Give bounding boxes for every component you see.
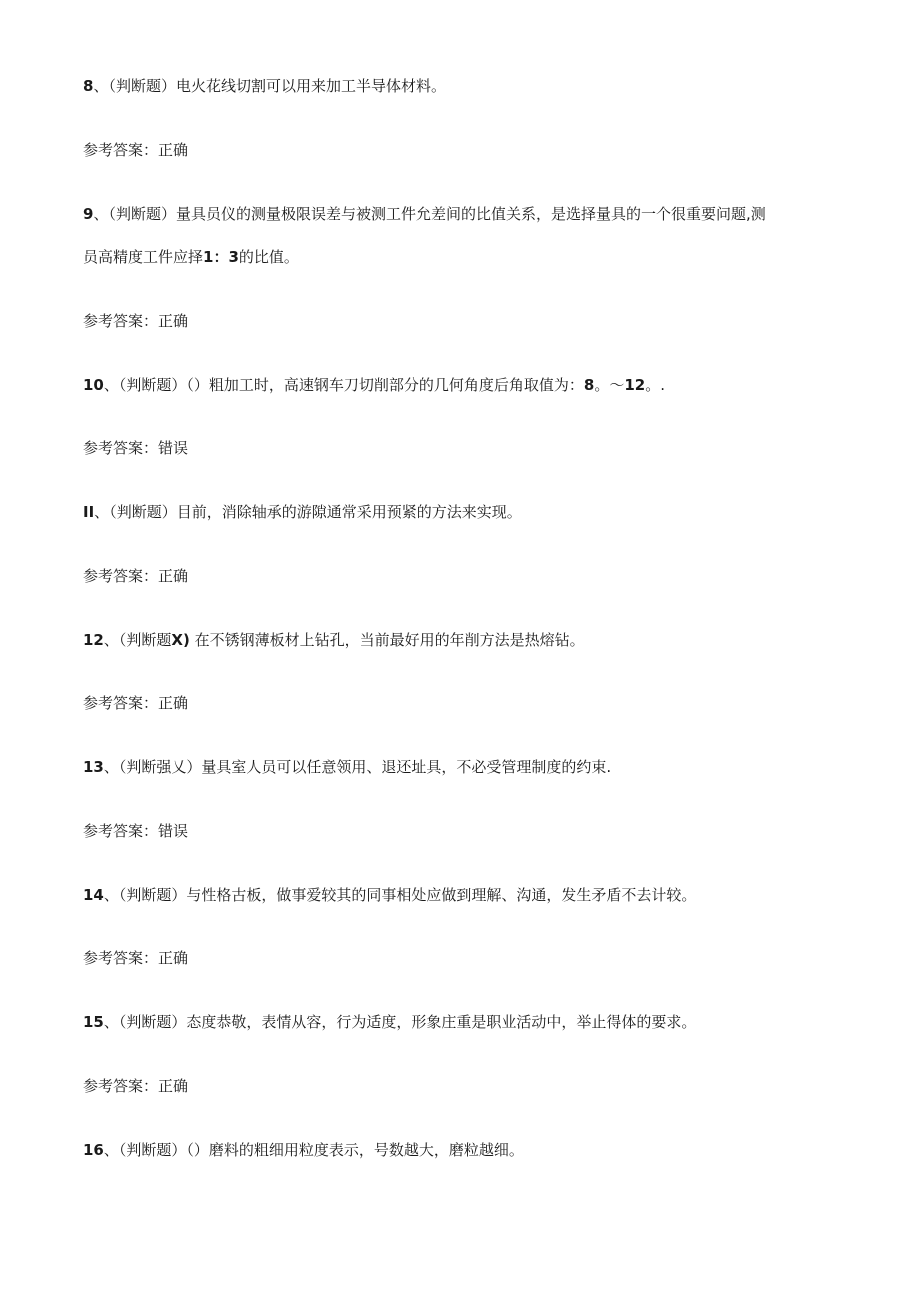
ratio-value: 1：3 [203, 248, 239, 266]
answer-label: 参考答案： [83, 1077, 159, 1095]
question-body: （判断题）电火花线切割可以用来加工半导体材料。 [108, 77, 446, 95]
answer-value: 错误 [158, 822, 189, 840]
question-number: II [83, 503, 95, 521]
question-12 [83, 630, 883, 650]
question-body-cont: 。. [645, 376, 666, 394]
answer-label: 参考答案： [83, 141, 159, 159]
question-separator: 、 [103, 376, 119, 394]
answer-label: 参考答案： [83, 567, 159, 585]
question-body: （判断强乂）量具室人员可以任意领用、退还址具，不必受管理制度的约束. [118, 758, 612, 776]
question-body: （判断题）与性格古板，做事爱较其的同事相处应做到理解、沟通，发生矛盾不去计较。 [118, 886, 697, 904]
question-separator: 、 [103, 631, 119, 649]
answer-label: 参考答案： [83, 822, 159, 840]
question-number: 14 [83, 886, 104, 904]
answer-value: 错误 [158, 439, 189, 457]
question-body: （判断题）目前，消除轴承的游隙通常采用预紧的方法来实现。 [109, 503, 522, 521]
question-body-cont: 员高精度工件应择 [83, 248, 204, 266]
question-separator: 、 [103, 1141, 119, 1159]
question-body: （判断题）（）粗加工时，高速钢车刀切削部分的几何角度后角取值为： [118, 376, 584, 394]
question-body-cont: 的比值。 [238, 248, 299, 266]
question-separator: 、 [93, 77, 109, 95]
answer-value: 正确 [158, 694, 189, 712]
question-number: 9 [83, 205, 94, 223]
angle-min: 8 [583, 376, 595, 394]
question-13 [83, 757, 883, 777]
question-separator: 、 [103, 886, 119, 904]
answer-14 [83, 948, 883, 968]
question-10 [83, 375, 883, 395]
question-separator: 、 [103, 758, 119, 776]
question-body-cont: 在不锈钢薄板材上钻孔，当前最好用的年削方法是热熔钻。 [189, 631, 585, 649]
question-body: （判断题 [118, 631, 172, 649]
answer-10 [83, 438, 883, 458]
answer-15 [83, 1076, 883, 1096]
question-body: （判断题）量具员仪的测量极限误差与被测工件允差间的比值关系，是选择量具的一个很重要问题,测 [108, 205, 766, 223]
question-body: （判断题）（）磨料的粗细用粒度表示，号数越大，磨粒越细。 [118, 1141, 524, 1159]
question-body: （判断题）态度恭敬，表情从容，行为适度，形象庄重是职业活动中，举止得体的要求。 [118, 1013, 697, 1031]
question-14 [83, 885, 883, 905]
answer-11 [83, 566, 883, 586]
answer-value: 正确 [158, 949, 189, 967]
question-number: 10 [83, 376, 104, 394]
question-15 [83, 1012, 883, 1032]
question-body-cont: 。～ [594, 376, 625, 394]
answer-value: 正确 [158, 567, 189, 585]
answer-label: 参考答案： [83, 439, 159, 457]
answer-label: 参考答案： [83, 312, 159, 330]
answer-label: 参考答案： [83, 949, 159, 967]
answer-9 [83, 311, 883, 331]
question-9 [83, 204, 883, 224]
question-number: 15 [83, 1013, 104, 1031]
question-number: 16 [83, 1141, 104, 1159]
answer-value: 正确 [158, 1077, 189, 1095]
question-separator: 、 [93, 205, 109, 223]
answer-8 [83, 140, 883, 160]
question-9-line-2 [83, 247, 883, 267]
question-11 [83, 502, 883, 522]
question-number: 13 [83, 758, 104, 776]
question-number: 8 [83, 77, 94, 95]
question-8 [83, 76, 883, 96]
answer-12 [83, 693, 883, 713]
question-number: 12 [83, 631, 104, 649]
answer-value: 正确 [158, 141, 189, 159]
question-16 [83, 1140, 883, 1160]
question-separator: 、 [94, 503, 110, 521]
question-separator: 、 [103, 1013, 119, 1031]
question-mark: X) [171, 631, 190, 649]
angle-max: 12 [624, 376, 646, 394]
answer-label: 参考答案： [83, 694, 159, 712]
answer-value: 正确 [158, 312, 189, 330]
answer-13 [83, 821, 883, 841]
